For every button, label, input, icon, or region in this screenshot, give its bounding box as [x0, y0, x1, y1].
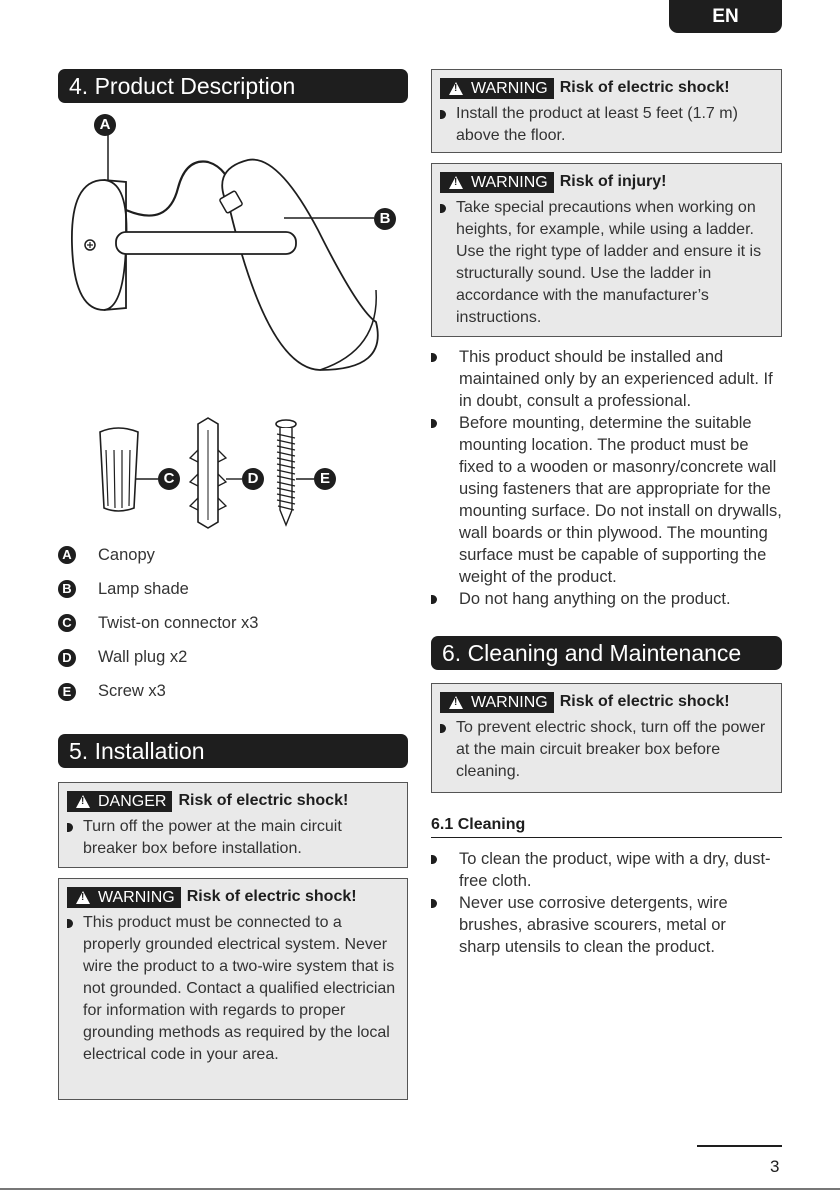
box-text: Install the product at least 5 feet (1.7 m) above the floor.	[440, 103, 773, 147]
warning-box-grounding	[58, 878, 408, 1100]
warning-triangle-icon	[76, 891, 90, 904]
list-item: Before mounting, determine the suitable mounting location. The product must be fixed to a wooden or masonry/concrete wall using fasteners that are appropriate for the mounting surface. Do not install on drywalls, wall boards or thin plywood. The mounting surface must be capable of supporting the weight of the product.	[431, 412, 787, 588]
callout-e: E	[314, 468, 336, 490]
list-item: To clean the product, wipe with a dry, dust-free cloth.	[431, 848, 771, 892]
parts-list	[58, 544, 259, 715]
box-title: Risk of injury!	[559, 173, 667, 190]
callout-a: A	[94, 114, 116, 136]
bullet-icon	[431, 855, 437, 864]
bullet-icon	[431, 353, 437, 362]
danger-badge: ! DANGER	[67, 791, 172, 812]
warning-box-injury	[431, 163, 782, 337]
bullet-icon	[440, 204, 446, 213]
part-item	[58, 544, 259, 566]
box-text: Take special precautions when working on heights, for example, while using a ladder. Use the right type of ladder and ensure it is structurally sound. Use the ladder in accordance with the manufacturer’s instructions.	[440, 197, 773, 329]
section-heading-installation: 5. Installation	[58, 734, 408, 768]
language-tab: EN	[669, 0, 782, 33]
warning-triangle-icon	[449, 82, 463, 95]
bullet-icon	[431, 595, 437, 604]
list-item: Never use corrosive detergents, wire brushes, abrasive scourers, metal or sharp utensils to clean the product.	[431, 892, 771, 958]
list-item: This product should be installed and maintained only by an experienced adult. If in doubt, consult a professional.	[431, 346, 787, 412]
part-letter: C	[58, 614, 76, 632]
part-item	[58, 681, 259, 703]
part-label: Canopy	[98, 545, 155, 564]
box-title: Risk of electric shock!	[186, 888, 357, 905]
page-bottom-edge	[0, 1188, 840, 1190]
part-item	[58, 612, 259, 634]
part-label: Screw x3	[98, 682, 166, 701]
footer-rule	[697, 1145, 782, 1147]
subheading-cleaning: 6.1 Cleaning	[431, 816, 782, 838]
warning-triangle-icon	[449, 696, 463, 709]
warning-badge: ! WARNING	[440, 78, 554, 99]
warning-triangle-icon	[76, 795, 90, 808]
part-label: Twist-on connector x3	[98, 613, 259, 632]
section-heading-cleaning: 6. Cleaning and Maintenance	[431, 636, 782, 670]
box-text: To prevent electric shock, turn off the power at the main circuit breaker box before cleaning.	[440, 717, 773, 783]
part-label: Wall plug x2	[98, 648, 188, 667]
warning-box-height	[431, 69, 782, 153]
warning-box-cleaning	[431, 683, 782, 793]
hardware-illustration	[58, 410, 408, 535]
box-title: Risk of electric shock!	[178, 792, 349, 809]
warning-badge: ! WARNING	[440, 692, 554, 713]
part-letter: A	[58, 546, 76, 564]
box-text: This product must be connected to a properly grounded electrical system. Never wire the product to a two-wire system that is not grounded. Contact a qualified electrician for information with regards to proper grounding methods as required by the local electrical code in your area.	[67, 912, 399, 1066]
page-number: 3	[770, 1157, 780, 1176]
section-heading-product-description: 4. Product Description	[58, 69, 408, 103]
part-item	[58, 578, 259, 600]
bullet-icon	[67, 823, 73, 832]
bullet-icon	[440, 110, 446, 119]
part-letter: E	[58, 683, 76, 701]
part-label: Lamp shade	[98, 579, 189, 598]
callout-b: B	[374, 208, 396, 230]
box-title: Risk of electric shock!	[559, 79, 730, 96]
lamp-illustration	[58, 110, 408, 380]
box-title: Risk of electric shock!	[559, 693, 730, 710]
part-item	[58, 647, 259, 669]
callout-d: D	[242, 468, 264, 490]
cleaning-bullets	[431, 848, 771, 958]
danger-box	[58, 782, 408, 868]
bullet-icon	[431, 419, 437, 428]
installation-bullets	[431, 346, 787, 610]
warning-badge: ! WARNING	[440, 172, 554, 193]
callout-c: C	[158, 468, 180, 490]
warning-triangle-icon	[449, 176, 463, 189]
list-item: Do not hang anything on the product.	[431, 588, 787, 610]
warning-badge: ! WARNING	[67, 887, 181, 908]
box-text: Turn off the power at the main circuit breaker box before installation.	[67, 816, 399, 860]
part-letter: D	[58, 649, 76, 667]
bullet-icon	[440, 724, 446, 733]
part-letter: B	[58, 580, 76, 598]
bullet-icon	[431, 899, 437, 908]
bullet-icon	[67, 919, 73, 928]
